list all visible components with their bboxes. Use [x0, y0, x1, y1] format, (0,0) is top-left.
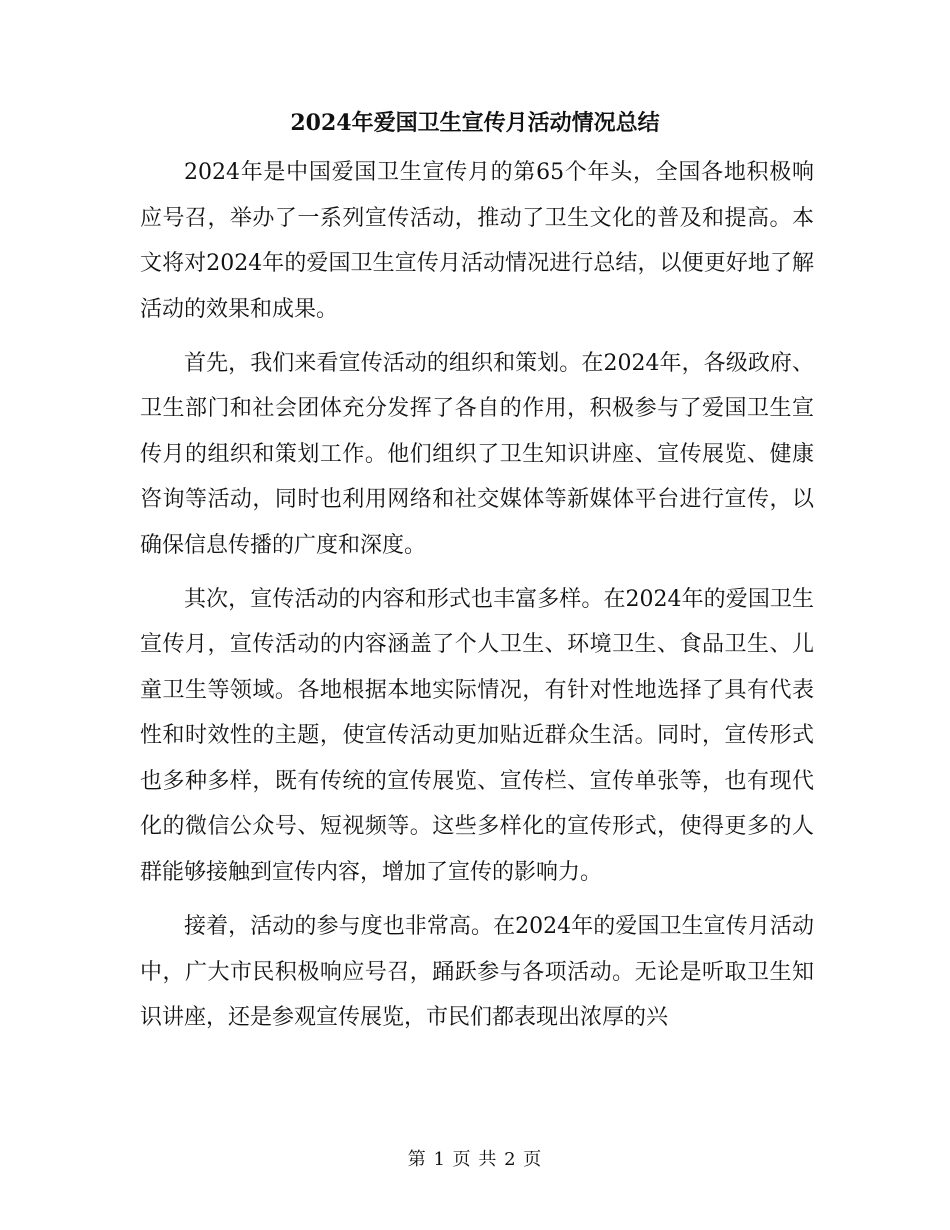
paragraph-content-forms: 其次，宣传活动的内容和形式也丰富多样。在2024年的爱国卫生宣传月，宣传活动的内容涵盖了个人卫生、环境卫生、食品卫生、儿童卫生等领域。各地根据本地实际情况，有针对性地选择了具有代表性和时效性的主题，使宣传活动更加贴近群众生活。同时，宣传形式也多种多样，既有传统的宣传展览、宣传栏、宣传单张等，也有现代化的微信公众号、短视频等。这些多样化的宣传形式，使得更多的人群能够接触到宣传内容，增加了宣传的影响力。	[140, 586, 814, 885]
document-body	[140, 150, 814, 1049]
document-title: 2024年爱国卫生宣传月活动情况总结	[290, 110, 660, 136]
paragraph-participation: 接着，活动的参与度也非常高。在2024年的爱国卫生宣传月活动中，广大市民积极响应号召，踊跃参与各项活动。无论是听取卫生知识讲座，还是参观宣传展览，市民们都表现出浓厚的兴	[140, 914, 814, 1031]
page-number-footer: 第 1 页 共 2 页	[407, 1149, 543, 1170]
paragraph-organization: 首先，我们来看宣传活动的组织和策划。在2024年，各级政府、卫生部门和社会团体充分发挥了各自的作用，积极参与了爱国卫生宣传月的组织和策划工作。他们组织了卫生知识讲座、宣传展览、健康咨询等活动，同时也利用网络和社交媒体等新媒体平台进行宣传，以确保信息传播的广度和深度。	[140, 350, 814, 558]
paragraph-intro: 2024年是中国爱国卫生宣传月的第65个年头，全国各地积极响应号召，举办了一系列宣传活动，推动了卫生文化的普及和提高。本文将对2024年的爱国卫生宣传月活动情况进行总结，以便更好地了解活动的效果和成果。	[140, 160, 814, 322]
